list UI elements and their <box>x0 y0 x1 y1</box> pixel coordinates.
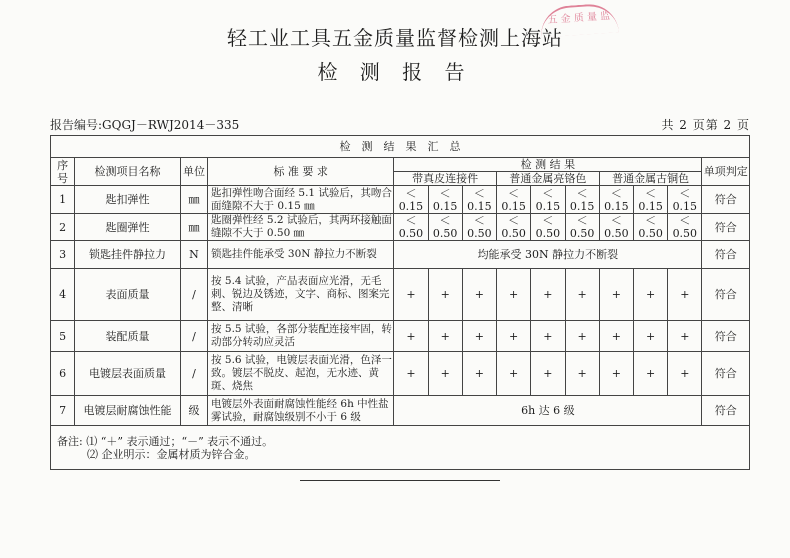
result-cell: ＜0.50 <box>633 214 667 241</box>
header-standard: 标 准 要 求 <box>208 158 394 186</box>
result-cell: + <box>668 269 702 321</box>
result-cell: + <box>599 269 633 321</box>
report-number <box>50 116 239 133</box>
result-cell: ＜0.15 <box>565 186 599 214</box>
page-info: 共 2 页第 2 页 <box>661 118 750 132</box>
row-number: 2 <box>51 214 75 241</box>
result-cell: + <box>428 269 462 321</box>
unit: N <box>180 241 207 269</box>
verdict: 符合 <box>702 396 750 426</box>
result-cell: + <box>531 269 565 321</box>
result-cell: + <box>462 352 496 396</box>
row-number: 7 <box>51 396 75 426</box>
verdict: 符合 <box>702 269 750 321</box>
result-cell: ＜0.50 <box>462 214 496 241</box>
table-row <box>51 186 750 214</box>
standard-requirement: 锁匙挂件能承受 30N 静拉力不断裂 <box>208 241 394 269</box>
result-cell: ＜0.50 <box>668 214 702 241</box>
verdict: 符合 <box>702 186 750 214</box>
unit: ㎜ <box>180 214 207 241</box>
header-group-bronze: 普通金属古铜色 <box>599 172 702 186</box>
merged-result: 均能承受 30N 静拉力不断裂 <box>394 241 702 269</box>
official-seal: 五 金 质 量 监 <box>539 2 619 37</box>
report-number-value: GQGJ－RWJ2014－335 <box>102 118 240 132</box>
result-cell: ＜0.15 <box>462 186 496 214</box>
standard-requirement: 按 5.6 试验，电镀层表面光滑，色泽一致。镀层不脱皮、起泡，无水迹、黄斑、烧焦 <box>208 352 394 396</box>
table-row <box>51 269 750 321</box>
result-cell: + <box>428 321 462 352</box>
result-cell: + <box>394 321 428 352</box>
result-cell: + <box>633 321 667 352</box>
result-cell: ＜0.50 <box>531 214 565 241</box>
result-cell: + <box>599 321 633 352</box>
result-cell: + <box>668 321 702 352</box>
result-cell: + <box>599 352 633 396</box>
header-results: 检 测 结 果 <box>394 158 702 172</box>
header-item: 检测项目名称 <box>75 158 181 186</box>
row-number: 1 <box>51 186 75 214</box>
verdict: 符合 <box>702 321 750 352</box>
header-group-chrome: 普通金属亮铬色 <box>497 172 600 186</box>
standard-requirement: 按 5.4 试验，产品表面应光滑，无毛刺、锐边及锈迹，文字、商标、图案完整、清晰 <box>208 269 394 321</box>
row-number: 3 <box>51 241 75 269</box>
result-cell: + <box>565 321 599 352</box>
merged-result: 6h 达 6 级 <box>394 396 702 426</box>
standard-requirement: 按 5.5 试验，各部分装配连接牢固，转动部分转动应灵活 <box>208 321 394 352</box>
standard-requirement: 电镀层外表面耐腐蚀性能经 6h 中性盐雾试验，耐腐蚀级别不小于 6 级 <box>208 396 394 426</box>
header-verdict: 单项判定 <box>702 158 750 186</box>
result-cell: + <box>633 269 667 321</box>
result-cell: ＜0.50 <box>394 214 428 241</box>
result-cell: + <box>497 269 531 321</box>
organization-title: 轻工业工具五金质量监督检测上海站 <box>227 26 563 50</box>
note-line-1: 备注: ⑴ “＋” 表示通过；“－” 表示不通过。 <box>57 434 274 448</box>
test-item-name: 匙扣弹性 <box>75 186 181 214</box>
unit: 级 <box>180 396 207 426</box>
test-item-name: 锁匙挂件静拉力 <box>75 241 181 269</box>
result-cell: + <box>497 321 531 352</box>
summary-title: 检 测 结 果 汇 总 <box>51 136 750 158</box>
table-row <box>51 241 750 269</box>
unit: / <box>180 269 207 321</box>
header-row-1 <box>51 158 750 172</box>
notes-row <box>51 426 750 470</box>
report-title: 检 测 报 告 <box>317 60 473 84</box>
note-line-2: ⑵ 企业明示：金属材质为锌合金。 <box>87 447 256 461</box>
verdict: 符合 <box>702 241 750 269</box>
test-item-name: 匙圈弹性 <box>75 214 181 241</box>
summary-title-row <box>51 136 750 158</box>
result-cell: + <box>565 269 599 321</box>
result-cell: ＜0.15 <box>394 186 428 214</box>
test-item-name: 电镀层表面质量 <box>75 352 181 396</box>
result-cell: + <box>394 352 428 396</box>
result-cell: + <box>633 352 667 396</box>
table-row <box>51 352 750 396</box>
row-number: 6 <box>51 352 75 396</box>
bottom-rule <box>300 480 500 481</box>
unit: / <box>180 321 207 352</box>
test-item-name: 装配质量 <box>75 321 181 352</box>
result-cell: ＜0.15 <box>531 186 565 214</box>
result-cell: ＜0.15 <box>497 186 531 214</box>
results-table <box>50 135 750 470</box>
test-item-name: 表面质量 <box>75 269 181 321</box>
verdict: 符合 <box>702 352 750 396</box>
result-cell: ＜0.15 <box>428 186 462 214</box>
result-cell: ＜0.15 <box>599 186 633 214</box>
verdict: 符合 <box>702 214 750 241</box>
header-group-leather: 带真皮连接件 <box>394 172 497 186</box>
result-cell: ＜0.15 <box>633 186 667 214</box>
result-cell: + <box>497 352 531 396</box>
result-cell: + <box>531 321 565 352</box>
result-cell: + <box>394 269 428 321</box>
result-cell: + <box>531 352 565 396</box>
result-cell: ＜0.15 <box>668 186 702 214</box>
result-cell: ＜0.50 <box>599 214 633 241</box>
result-cell: + <box>565 352 599 396</box>
table-row <box>51 396 750 426</box>
result-cell: + <box>462 269 496 321</box>
row-number: 4 <box>51 269 75 321</box>
header-unit: 单位 <box>180 158 207 186</box>
standard-requirement: 匙扣弹性吻合面经 5.1 试验后，其吻合面缝隙不大于 0.15 ㎜ <box>208 186 394 214</box>
result-cell: ＜0.50 <box>565 214 599 241</box>
result-cell: + <box>428 352 462 396</box>
result-cell: + <box>668 352 702 396</box>
notes <box>51 426 750 470</box>
test-item-name: 电镀层耐腐蚀性能 <box>75 396 181 426</box>
table-row <box>51 214 750 241</box>
result-cell: + <box>462 321 496 352</box>
result-cell: ＜0.50 <box>428 214 462 241</box>
result-cell: ＜0.50 <box>497 214 531 241</box>
report-number-label: 报告编号: <box>50 118 103 132</box>
table-row <box>51 321 750 352</box>
unit: / <box>180 352 207 396</box>
unit: ㎜ <box>180 186 207 214</box>
standard-requirement: 匙圈弹性经 5.2 试验后，其两环接触面缝隙不大于 0.50 ㎜ <box>208 214 394 241</box>
header-seq: 序号 <box>51 158 75 186</box>
row-number: 5 <box>51 321 75 352</box>
